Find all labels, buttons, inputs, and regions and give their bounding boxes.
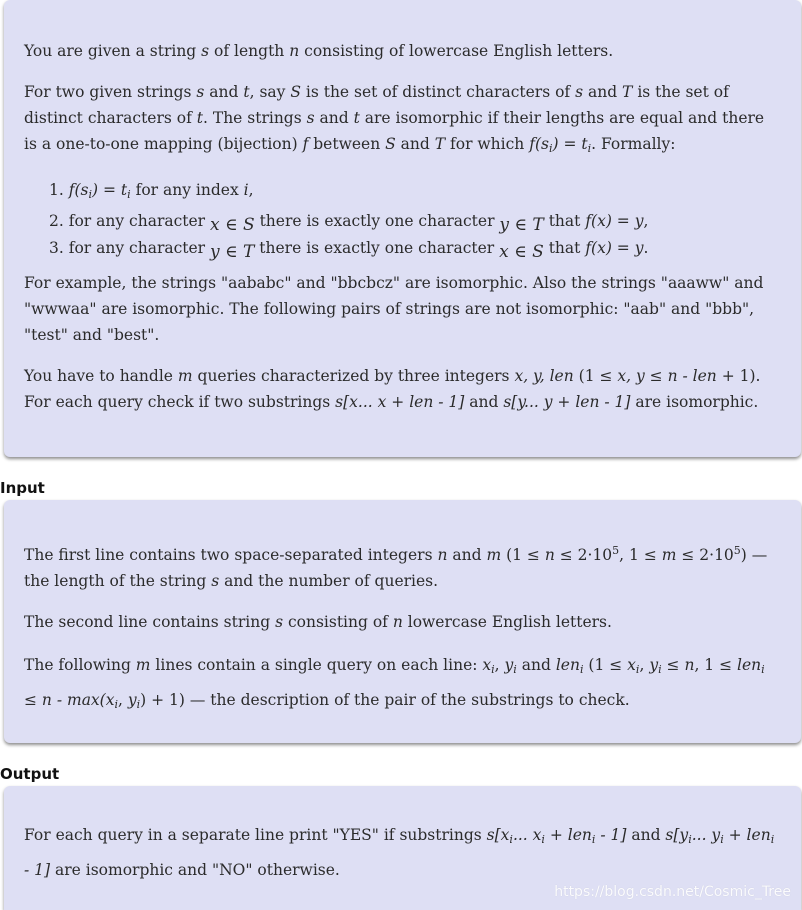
input-section-heading: Input: [0, 479, 45, 497]
input-spec-card: [4, 500, 801, 743]
problem-statement-card: [4, 0, 801, 457]
watermark-text: https://blog.csdn.net/Cosmic_Tree: [554, 884, 791, 900]
input-paragraph-3: The following m lines contain a single query on each line: $x_i$, $y_i$ and len$_i$ ($1 \le x_i$, $y_i \le n$, $1 \le len_i \le n - \max(x_i$, $y_i) + 1$) — the description of the pair of the substrings to check.: [24, 656, 765, 711]
statement-paragraph-4: You have to handle m queries characterized by three integers x, y, len (1 ≤ x, y ≤ n - len + 1). For each query check if two substrings s[x... x + len - 1] and s[y... y + len - 1] are isomorphic.: [24, 367, 761, 411]
output-section-heading: Output: [0, 765, 60, 783]
list-item: 2. for any character x ∈ S there is exactly one character y ∈ T that f(x) = y,: [49, 212, 649, 235]
statement-paragraph-1: You are given a string s of length n consisting of lowercase English letters.: [24, 42, 614, 60]
input-paragraph-2: The second line contains string s consisting of n lowercase English letters.: [24, 613, 612, 631]
input-paragraph-1: The first line contains two space-separated integers n and m ($1 \le n \le 2\cdot 10^5$, $1 \le m \le 2\cdot 10^5$) — the length of the string s and the number of queries.: [24, 544, 768, 590]
statement-paragraph-2: For two given strings s and t, say S is the set of distinct characters of s and T is the set of distinct characters of t. The strings s and t are isomorphic if their lengths are equal and there is a one-to-one mapping (bijection) f between S and T for which $f(s_i) = t_i$. Formally:: [24, 83, 765, 155]
formal-conditions-list: [24, 177, 781, 262]
list-item: 1. $f(s_i) = t_i$ for any index i,: [49, 181, 254, 201]
output-spec-card: [4, 786, 801, 910]
list-item: 3. for any character y ∈ T there is exactly one character x ∈ S that f(x) = y.: [49, 239, 649, 262]
statement-paragraph-3: For example, the strings "aababc" and "bbcbcz" are isomorphic. Also the strings "aaaww" and "wwwaa" are isomorphic. The following pairs of strings are not isomorphic: "aab" and "bbb", "test" and "best".: [24, 274, 764, 344]
output-paragraph-1: For each query in a separate line print "YES" if substrings $s[x_i$... $x_i + len_i - 1$] and $s[y_i$... $y_i + len_i - 1$] are isomorphic and "NO" otherwise.: [24, 826, 775, 879]
